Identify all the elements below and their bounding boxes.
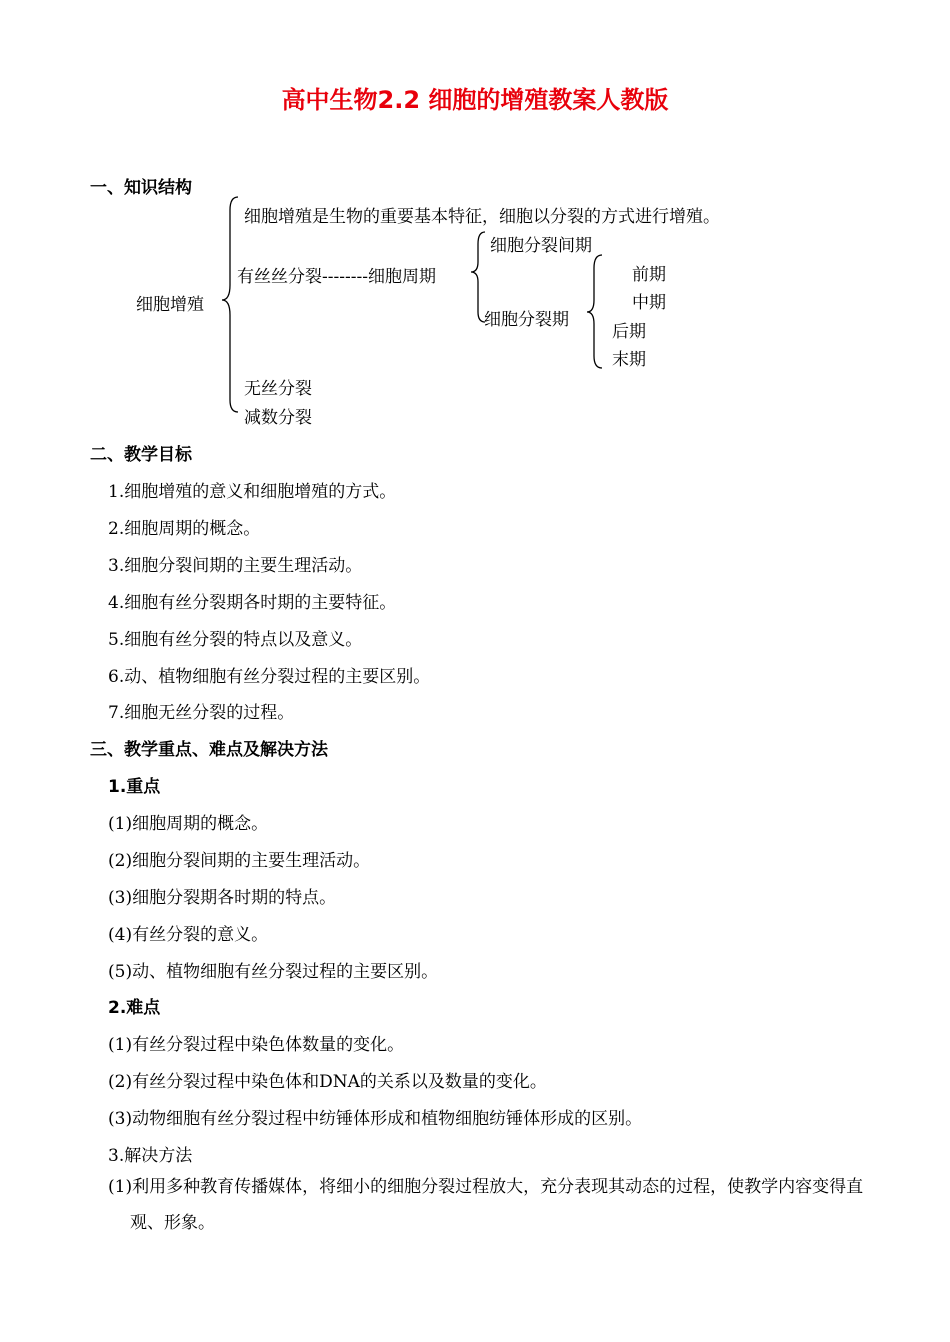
goal-item: 7.细胞无丝分裂的过程。 bbox=[108, 703, 295, 723]
brace-root bbox=[222, 197, 238, 412]
section-heading-key-points: 三、教学重点、难点及解决方法 bbox=[90, 740, 328, 760]
tree-mitosis-label: 有丝丝分裂--------细胞周期 bbox=[237, 267, 436, 287]
tree-meiosis-label: 减数分裂 bbox=[244, 408, 312, 428]
tree-interphase-label: 细胞分裂间期 bbox=[490, 236, 592, 256]
tree-intro-text: 细胞增殖是生物的重要基本特征，细胞以分裂的方式进行增殖。 bbox=[244, 207, 720, 227]
tree-phase-prophase: 前期 bbox=[632, 265, 666, 285]
key-item: (4)有丝分裂的意义。 bbox=[108, 925, 269, 945]
goal-item: 5.细胞有丝分裂的特点以及意义。 bbox=[108, 630, 363, 650]
subheading-difficult: 2.难点 bbox=[108, 998, 161, 1018]
goal-item: 3.细胞分裂间期的主要生理活动。 bbox=[108, 556, 363, 576]
goal-item: 6.动、植物细胞有丝分裂过程的主要区别。 bbox=[108, 667, 431, 687]
difficult-item: (2)有丝分裂过程中染色体和DNA的关系以及数量的变化。 bbox=[108, 1072, 547, 1092]
subheading-method: 3.解决方法 bbox=[108, 1146, 193, 1166]
key-item: (5)动、植物细胞有丝分裂过程的主要区别。 bbox=[108, 962, 439, 982]
difficult-item: (3)动物细胞有丝分裂过程中纺锤体形成和植物细胞纺锤体形成的区别。 bbox=[108, 1109, 643, 1129]
subheading-key: 1.重点 bbox=[108, 777, 161, 797]
brace-mitosis bbox=[471, 232, 485, 322]
goal-item: 2.细胞周期的概念。 bbox=[108, 519, 261, 539]
goal-item: 1.细胞增殖的意义和细胞增殖的方式。 bbox=[108, 482, 397, 502]
tree-division-phase-label: 细胞分裂期 bbox=[484, 310, 569, 330]
tree-amitosis-label: 无丝分裂 bbox=[244, 379, 312, 399]
tree-phase-anaphase: 后期 bbox=[612, 322, 646, 342]
difficult-item: (1)有丝分裂过程中染色体数量的变化。 bbox=[108, 1035, 405, 1055]
key-item: (3)细胞分裂期各时期的特点。 bbox=[108, 888, 337, 908]
section-heading-teaching-goals: 二、教学目标 bbox=[90, 445, 192, 465]
section-heading-knowledge-structure: 一、知识结构 bbox=[90, 178, 192, 198]
method-item-text: (1)利用多种教育传播媒体，将细小的细胞分裂过程放大，充分表现其动态的过程，使教学内容变得直观、形象。 bbox=[108, 1177, 864, 1233]
tree-phase-telophase: 末期 bbox=[612, 350, 646, 370]
brace-phases bbox=[587, 255, 602, 368]
key-item: (2)细胞分裂间期的主要生理活动。 bbox=[108, 851, 371, 871]
tree-root-label: 细胞增殖 bbox=[136, 295, 204, 315]
tree-phase-metaphase: 中期 bbox=[632, 293, 666, 313]
page-title: 高中生物2.2 细胞的增殖教案人教版 bbox=[281, 86, 669, 114]
goal-item: 4.细胞有丝分裂期各时期的主要特征。 bbox=[108, 593, 397, 613]
key-item: (1)细胞周期的概念。 bbox=[108, 814, 269, 834]
method-item bbox=[108, 1169, 878, 1241]
